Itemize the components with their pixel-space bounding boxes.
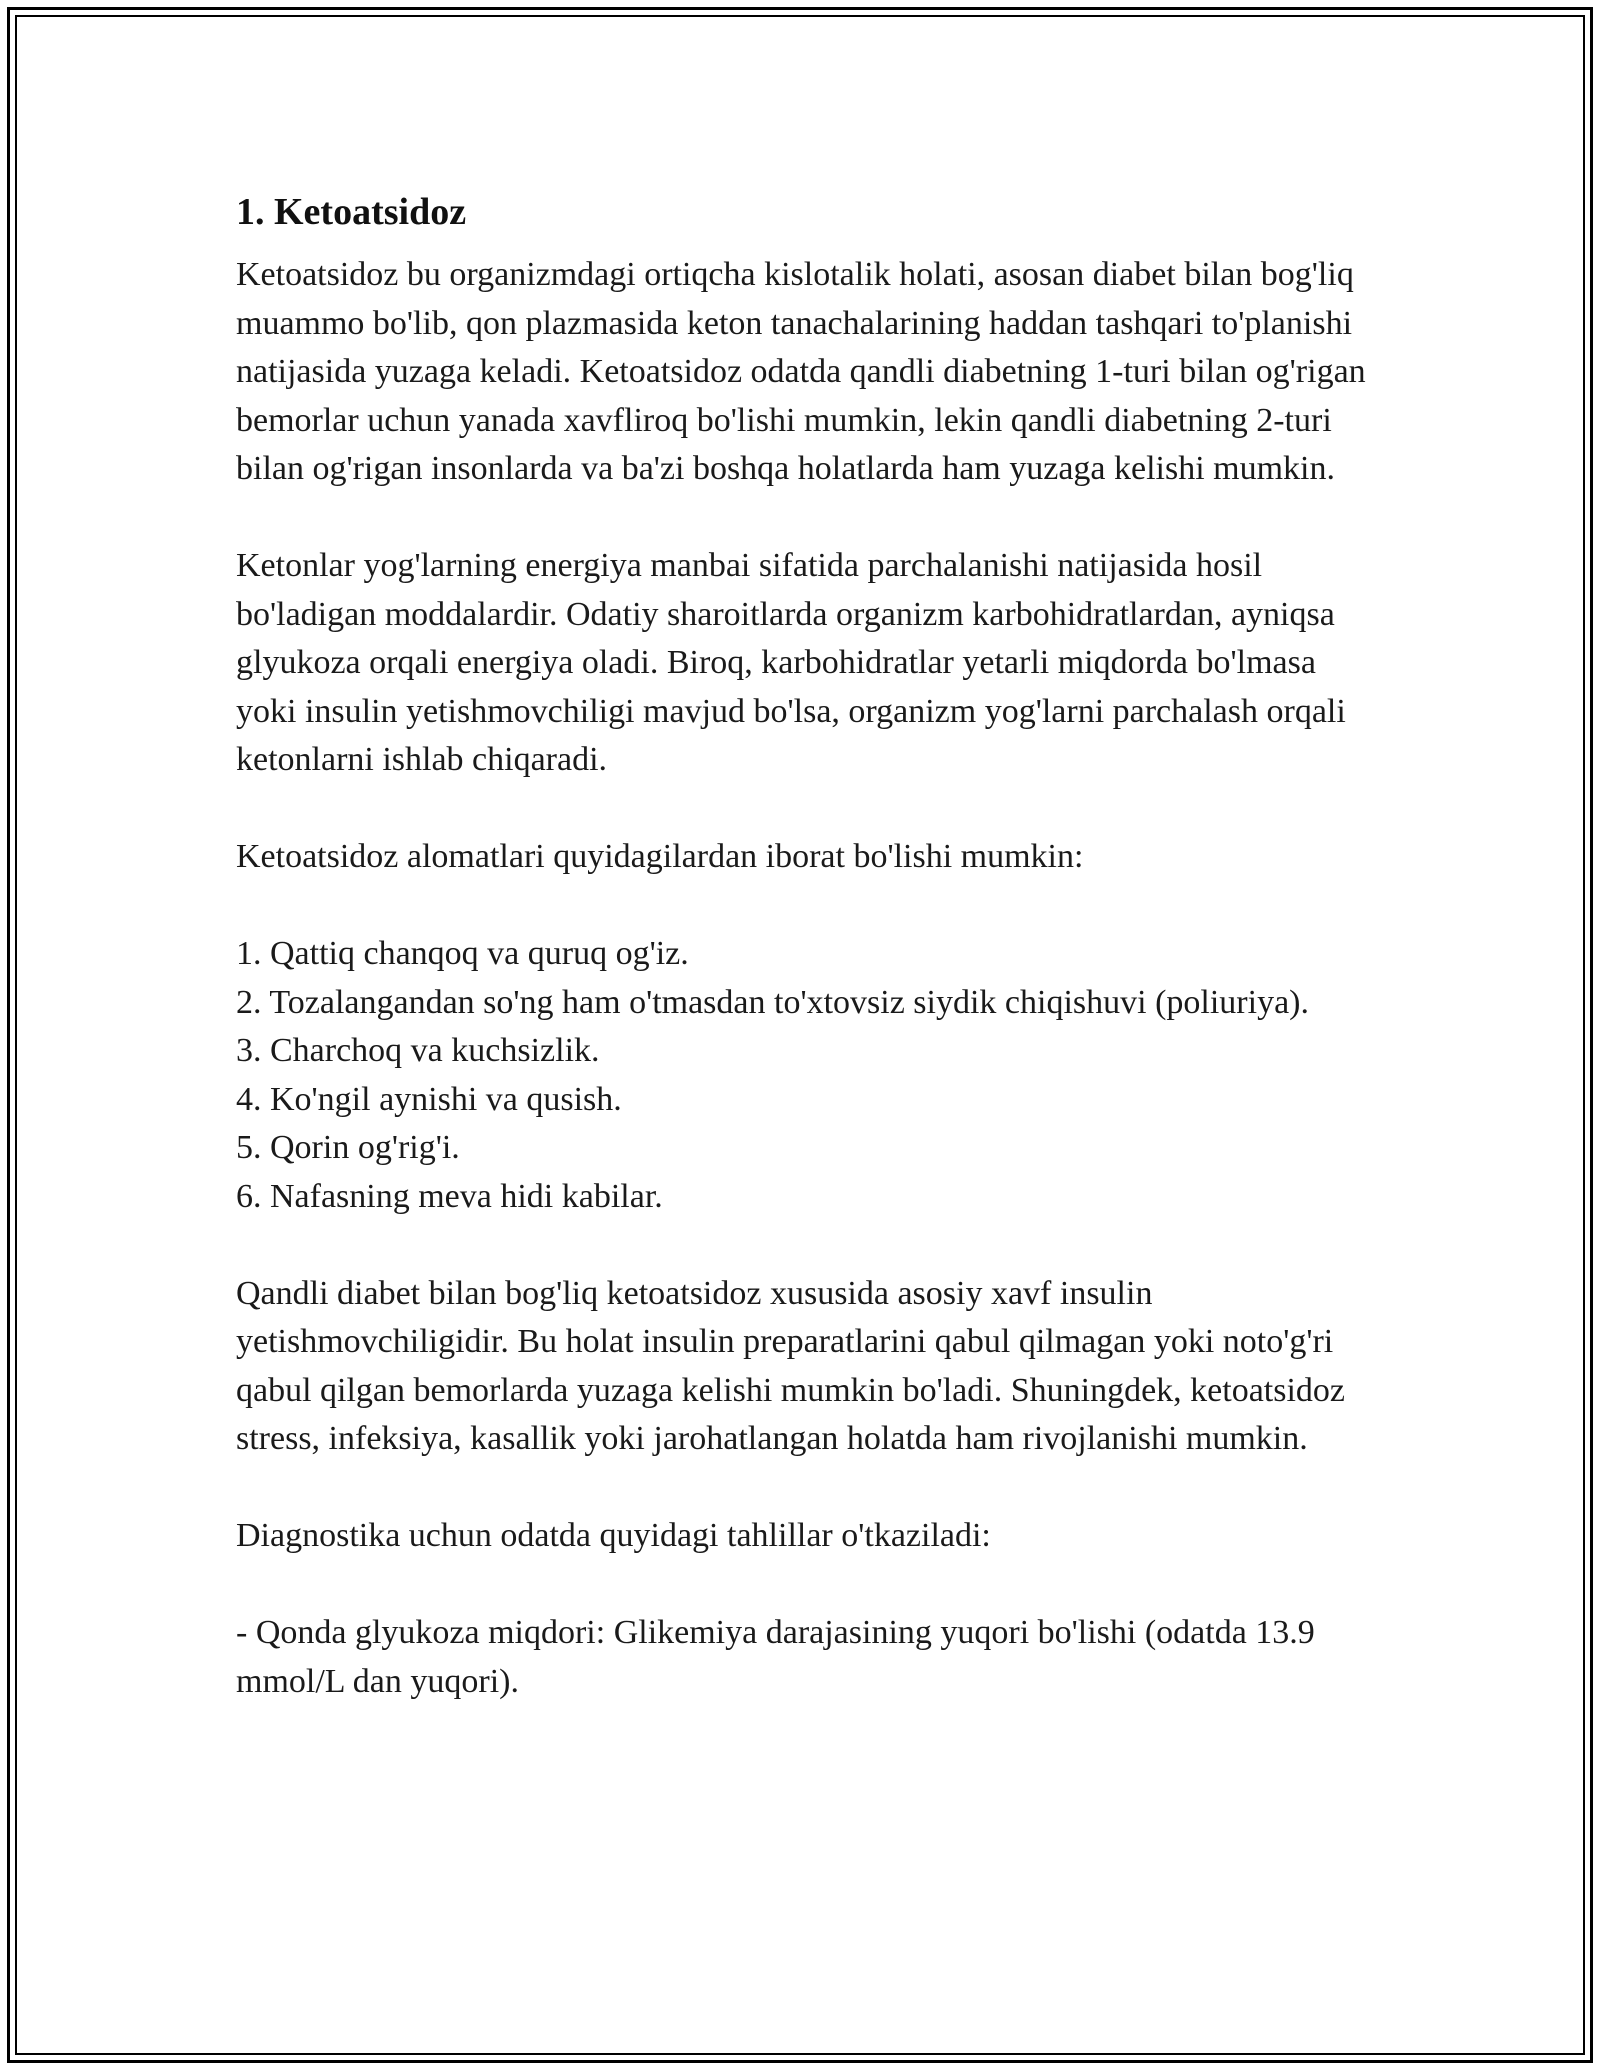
glucose-test-paragraph: - Qonda glyukoza miqdori: Glikemiya darajasining yuqori bo'lishi (odatda 13.9 mmol/L dan yuqori).	[236, 1614, 1315, 1700]
symptom-item: 4. Ko'ngil aynishi va qusish.	[236, 1080, 622, 1118]
paragraph-gap	[236, 1464, 1366, 1513]
document-body	[236, 185, 1366, 1706]
ketones-paragraph: Ketonlar yog'larning energiya manbai sifatida parchalanishi natijasida hosil bo'ladigan moddalardir. Odatiy sharoitlarda organizm karbohidratlardan, ayniqsa glyukoza orqali energiya oladi. Biroq, karbohidratlar yetarli miqdorda bo'lmasa yoki insulin yetishmovchiligi mavjud bo'lsa, organizm yog'larni parchalash orqali ketonlarni ishlab chiqaradi.	[236, 547, 1346, 778]
paragraph-gap	[236, 494, 1366, 543]
paragraph-gap	[236, 1221, 1366, 1270]
symptoms-list	[236, 930, 1366, 1221]
symptoms-intro-paragraph: Ketoatsidoz alomatlari quyidagilardan iborat bo'lishi mumkin:	[236, 838, 1084, 875]
diagnostics-intro-paragraph: Diagnostika uchun odatda quyidagi tahlillar o'tkaziladi:	[236, 1517, 991, 1554]
symptom-item: 5. Qorin og'rig'i.	[236, 1129, 460, 1166]
symptom-item: 2. Tozalangandan so'ng ham o'tmasdan to'xtovsiz siydik chiqishuvi (poliuriya).	[236, 983, 1309, 1021]
paragraph-gap	[236, 882, 1366, 931]
paragraph-gap	[236, 1561, 1366, 1610]
paragraph-gap	[236, 785, 1366, 834]
symptom-item: 3. Charchoq va kuchsizlik.	[236, 1032, 600, 1069]
symptom-item: 1. Qattiq chanqoq va quruq og'iz.	[236, 935, 689, 972]
intro-paragraph: Ketoatsidoz bu organizmdagi ortiqcha kislotalik holati, asosan diabet bilan bog'liq muammo bo'lib, qon plazmasida keton tanachalarining haddan tashqari to'planishi natijasida yuzaga keladi. Ketoatsidoz odatda qandli diabetning 1-turi bilan og'rigan bemorlar uchun yanada xavfliroq bo'lishi mumkin, lekin qandli diabetning 2-turi bilan og'rigan insonlarda va ba'zi boshqa holatlarda ham yuzaga kelishi mumkin.	[236, 256, 1366, 487]
risk-paragraph: Qandli diabet bilan bog'liq ketoatsidoz xususida asosiy xavf insulin yetishmovchiligidir. Bu holat insulin preparatlarini qabul qilmagan yoki noto'g'ri qabul qilgan bemorlarda yuzaga kelishi mumkin bo'ladi. Shuningdek, ketoatsidoz stress, infeksiya, kasallik yoki jarohatlangan holatda ham rivojlanishi mumkin.	[236, 1274, 1346, 1457]
section-heading: 1. Ketoatsidoz	[236, 191, 467, 233]
symptom-item: 6. Nafasning meva hidi kabilar.	[236, 1177, 663, 1215]
